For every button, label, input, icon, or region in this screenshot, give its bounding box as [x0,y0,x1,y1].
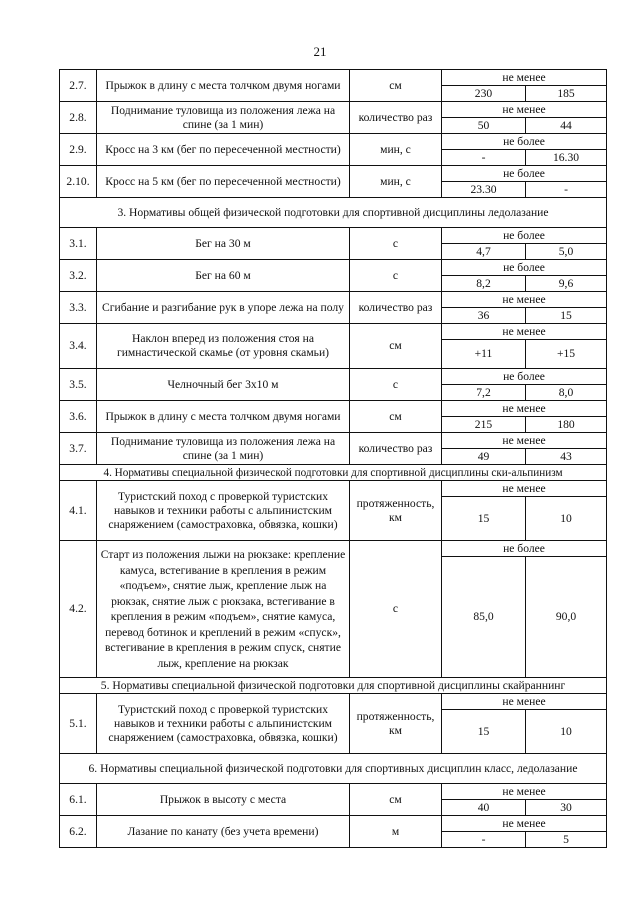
exercise-name: Прыжок в длину с места толчком двумя ногами [97,70,350,102]
table-row [60,228,607,244]
value-male: - [442,150,526,166]
value-male: 215 [442,417,526,433]
section-4-title: 4. Нормативы специальной физической подготовки для спортивной дисциплины ски-альпинизм [60,465,607,481]
value-female: 5,0 [526,244,607,260]
row-number: 4.1. [60,481,97,541]
table-row [60,134,607,150]
row-number: 5.1. [60,694,97,754]
value-female: 10 [526,497,607,541]
condition-cell: не более [442,134,607,150]
row-number: 2.8. [60,102,97,134]
row-number: 3.2. [60,260,97,292]
condition-cell: не менее [442,816,607,832]
row-number: 6.2. [60,816,97,848]
value-male: 4,7 [442,244,526,260]
condition-cell: не менее [442,70,607,86]
exercise-name: Бег на 30 м [97,228,350,260]
section-header [60,678,607,694]
unit-cell: мин, с [350,134,442,166]
value-male: 36 [442,308,526,324]
table-row [60,694,607,710]
value-female: 180 [526,417,607,433]
section-header [60,465,607,481]
value-female: 185 [526,86,607,102]
value-female: 16.30 [526,150,607,166]
unit-cell: с [350,228,442,260]
condition-cell: не менее [442,102,607,118]
unit-cell: количество раз [350,102,442,134]
exercise-name: Прыжок в длину с места толчком двумя ногами [97,401,350,433]
value-female: 44 [526,118,607,134]
unit-cell: с [350,369,442,401]
value-female: +15 [526,340,607,369]
condition-cell: не более [442,260,607,276]
value-female: 8,0 [526,385,607,401]
value-male: 15 [442,497,526,541]
unit-cell: протяженность, км [350,481,442,541]
row-number: 6.1. [60,784,97,816]
condition-cell: не более [442,166,607,182]
table-row [60,166,607,182]
table-row [60,541,607,557]
condition-cell: не более [442,541,607,557]
condition-cell: не менее [442,401,607,417]
value-female: 10 [526,710,607,754]
standards-table [59,69,607,848]
value-female: 9,6 [526,276,607,292]
table-row [60,784,607,800]
unit-cell: с [350,541,442,678]
table-row [60,292,607,308]
table-row [60,816,607,832]
value-female: - [526,182,607,198]
exercise-name: Наклон вперед из положения стоя на гимнастической скамье (от уровня скамьи) [97,324,350,369]
condition-cell: не менее [442,433,607,449]
value-female: 15 [526,308,607,324]
row-number: 3.7. [60,433,97,465]
table-row [60,102,607,118]
value-male: +11 [442,340,526,369]
table-row [60,70,607,86]
condition-cell: не менее [442,481,607,497]
table-row [60,433,607,449]
condition-cell: не менее [442,784,607,800]
page-number: 21 [313,44,327,59]
value-male: 85,0 [442,557,526,678]
unit-cell: см [350,401,442,433]
row-number: 2.7. [60,70,97,102]
value-male: 15 [442,710,526,754]
row-number: 3.5. [60,369,97,401]
exercise-name: Старт из положения лыжи на рюкзаке: крепление камуса, встегивание в крепления в режим «подъем», снятие лыж, крепление лыж на рюкзак, снятие лыж с рюкзака, встегивание в крепления в режим «подъем», снятие камуса, перевод ботинок и креплений в режим «спуск», встегивание в крепления в режим спуск, снятие лыж, крепление на рюкзак [97,541,350,678]
table-row [60,324,607,340]
row-number: 2.9. [60,134,97,166]
exercise-name: Поднимание туловища из положения лежа на спине (за 1 мин) [97,102,350,134]
section-5-title: 5. Нормативы специальной физической подготовки для спортивной дисциплины скайраннинг [60,678,607,694]
unit-cell: количество раз [350,292,442,324]
value-female: 5 [526,832,607,848]
table-row [60,401,607,417]
condition-cell: не менее [442,324,607,340]
exercise-name: Сгибание и разгибание рук в упоре лежа на полу [97,292,350,324]
unit-cell: количество раз [350,433,442,465]
condition-cell: не более [442,369,607,385]
row-number: 4.2. [60,541,97,678]
value-female: 90,0 [526,557,607,678]
value-male: - [442,832,526,848]
row-number: 3.1. [60,228,97,260]
value-female: 43 [526,449,607,465]
row-number: 3.4. [60,324,97,369]
value-female: 30 [526,800,607,816]
row-number: 3.6. [60,401,97,433]
exercise-name: Лазание по канату (без учета времени) [97,816,350,848]
table-row [60,369,607,385]
condition-cell: не менее [442,694,607,710]
section-3-title: 3. Нормативы общей физической подготовки для спортивной дисциплины ледолазание [60,198,607,228]
unit-cell: с [350,260,442,292]
unit-cell: см [350,324,442,369]
exercise-name: Прыжок в высоту с места [97,784,350,816]
unit-cell: м [350,816,442,848]
value-male: 7,2 [442,385,526,401]
exercise-name: Туристский поход с проверкой туристских навыков и техники работы с альпинистским снаряжением (самостраховка, обвязка, кошки) [97,481,350,541]
value-male: 8,2 [442,276,526,292]
table-row [60,481,607,497]
exercise-name: Бег на 60 м [97,260,350,292]
exercise-name: Челночный бег 3x10 м [97,369,350,401]
unit-cell: см [350,784,442,816]
condition-cell: не более [442,228,607,244]
value-male: 230 [442,86,526,102]
value-male: 23.30 [442,182,526,198]
value-male: 50 [442,118,526,134]
row-number: 3.3. [60,292,97,324]
row-number: 2.10. [60,166,97,198]
condition-cell: не менее [442,292,607,308]
section-6-title: 6. Нормативы специальной физической подготовки для спортивных дисциплин класс, ледолазание [60,754,607,784]
exercise-name: Кросс на 3 км (бег по пересеченной местности) [97,134,350,166]
unit-cell: мин, с [350,166,442,198]
exercise-name: Туристский поход с проверкой туристских навыков и техники работы с альпинистским снаряжением (самостраховка, обвязка, кошки) [97,694,350,754]
section-header [60,754,607,784]
value-male: 40 [442,800,526,816]
table-row [60,260,607,276]
exercise-name: Кросс на 5 км (бег по пересеченной местности) [97,166,350,198]
section-header [60,198,607,228]
unit-cell: протяженность, км [350,694,442,754]
unit-cell: см [350,70,442,102]
value-male: 49 [442,449,526,465]
exercise-name: Поднимание туловища из положения лежа на спине (за 1 мин) [97,433,350,465]
